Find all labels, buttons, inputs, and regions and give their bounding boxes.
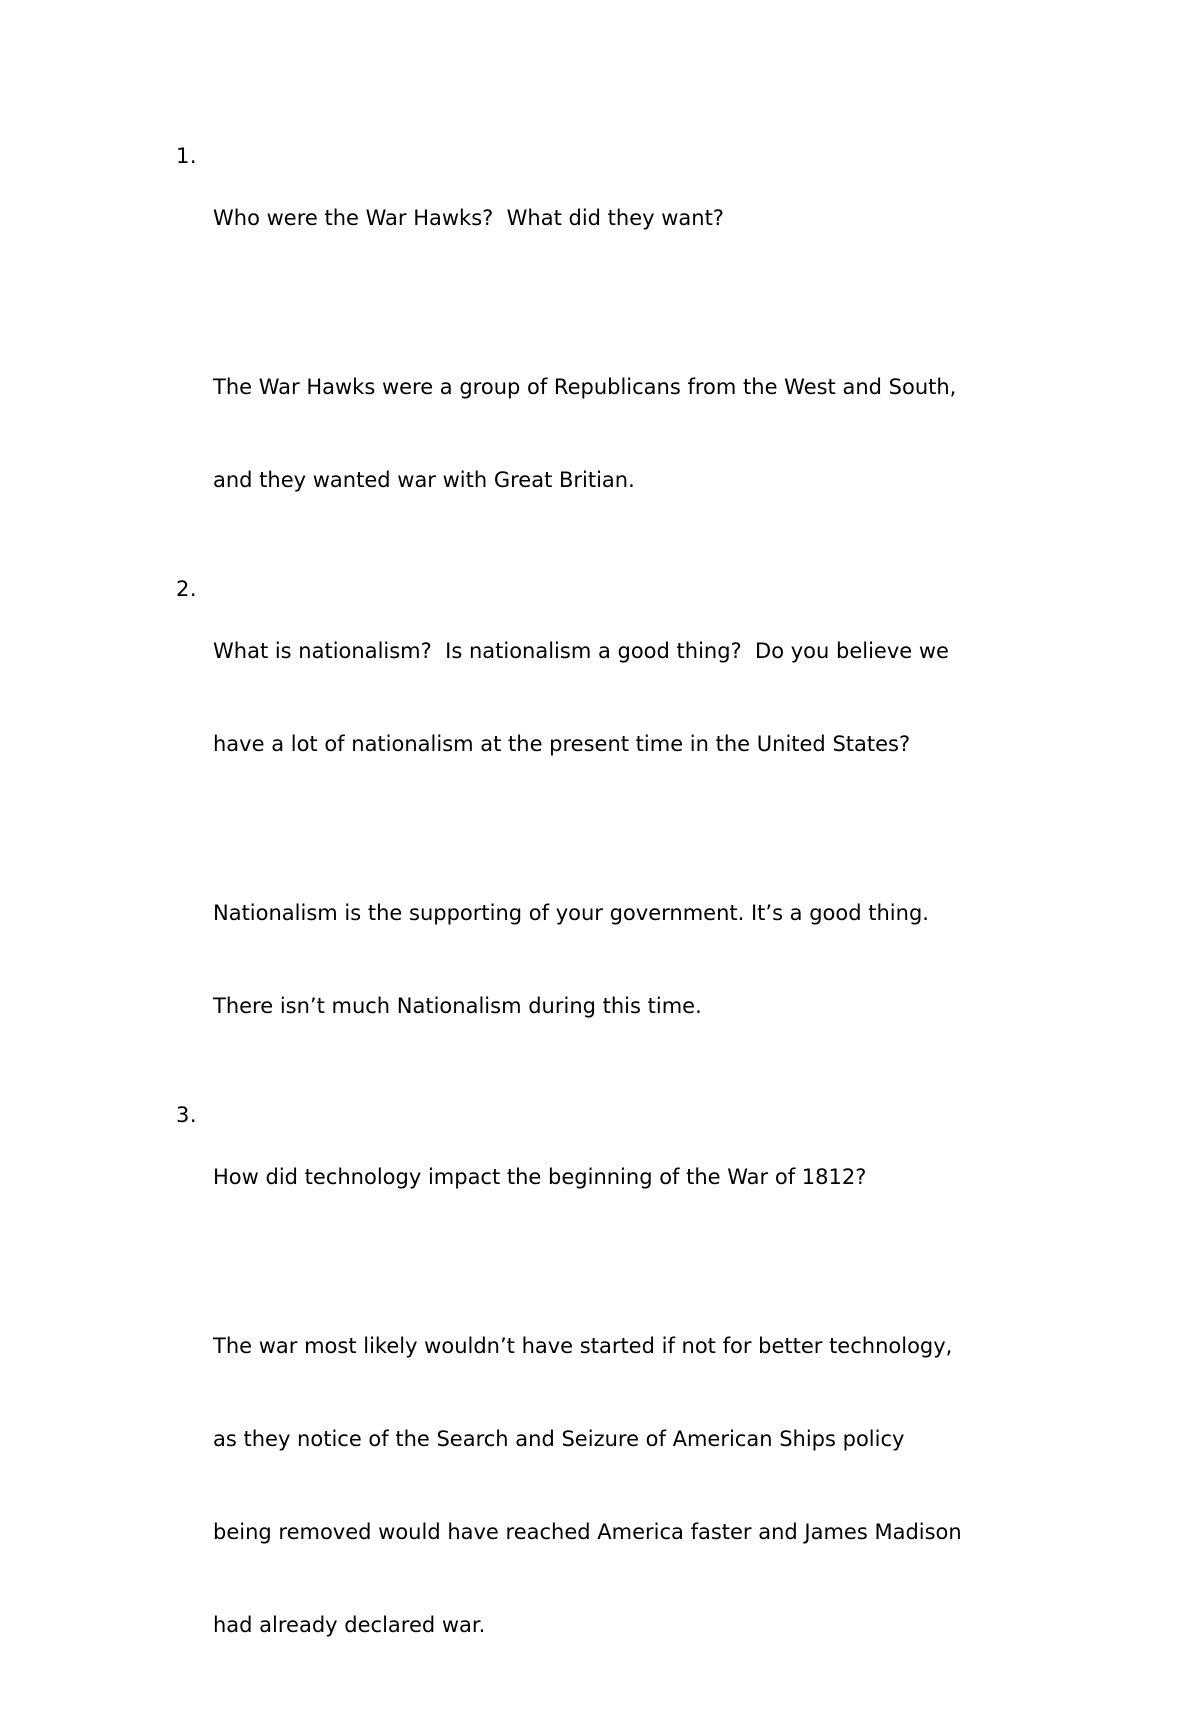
question-line: have a lot of nationalism at the present time in the United States? bbox=[213, 732, 911, 756]
answer-line: and they wanted war with Great Britian. bbox=[213, 468, 635, 492]
question-number: 1. bbox=[176, 144, 198, 168]
answer-line: Nationalism is the supporting of your government. It’s a good thing. bbox=[213, 901, 929, 925]
answer-line: There isn’t much Nationalism during this time. bbox=[213, 994, 702, 1018]
answer-line: The War Hawks were a group of Republicans from the West and South, bbox=[213, 375, 957, 399]
answer-line: had already declared war. bbox=[213, 1613, 486, 1637]
question-item-1 bbox=[176, 141, 1076, 558]
question-number: 2. bbox=[176, 577, 198, 601]
answer-text bbox=[213, 1269, 1076, 1703]
question-number: 3. bbox=[176, 1103, 198, 1127]
answer-text bbox=[213, 310, 1076, 558]
question-line: How did technology impact the beginning of the War of 1812? bbox=[213, 1165, 867, 1189]
answer-line: as they notice of the Search and Seizure of American Ships policy bbox=[213, 1427, 905, 1451]
answer-line: The war most likely wouldn’t have started if not for better technology, bbox=[213, 1334, 953, 1358]
question-item-3 bbox=[176, 1100, 1076, 1703]
question-item-2 bbox=[176, 574, 1076, 1084]
question-line: Who were the War Hawks? What did they want? bbox=[213, 206, 724, 230]
question-text bbox=[213, 141, 1076, 296]
question-text bbox=[213, 574, 1076, 822]
question-text bbox=[213, 1100, 1076, 1255]
answer-text bbox=[213, 836, 1076, 1084]
question-line: What is nationalism? Is nationalism a good thing? Do you believe we bbox=[213, 639, 949, 663]
question-list bbox=[176, 141, 1076, 1719]
answer-line: being removed would have reached America faster and James Madison bbox=[213, 1520, 962, 1544]
